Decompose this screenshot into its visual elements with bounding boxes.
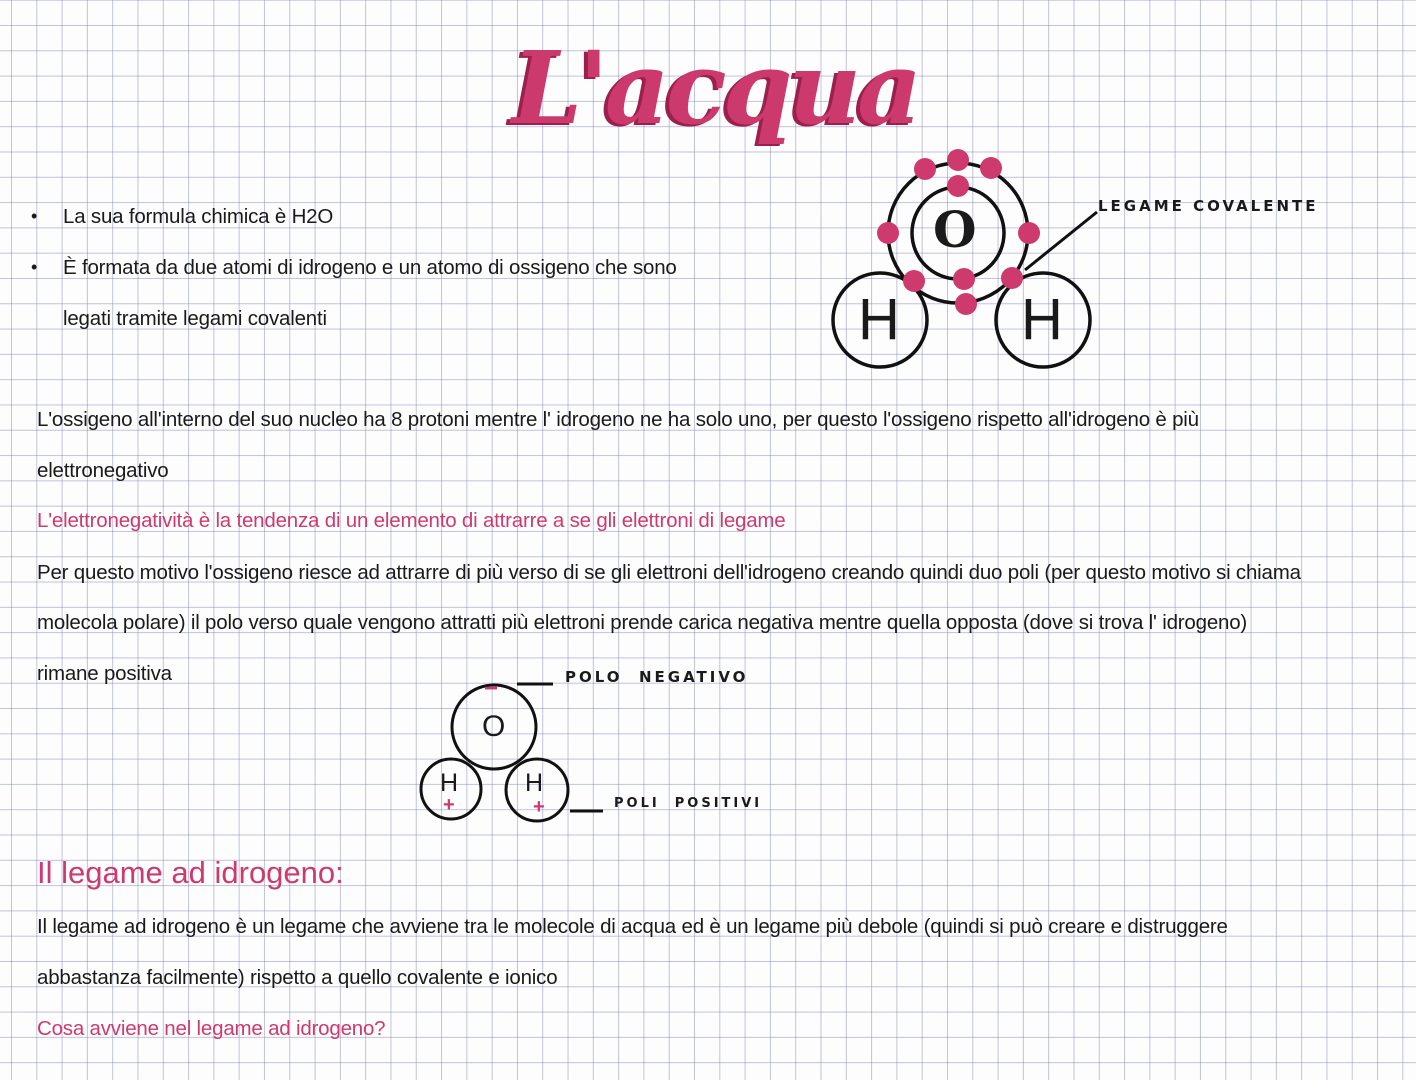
negative-charge-sign: −	[484, 675, 499, 702]
electron	[877, 222, 899, 244]
paragraph-line: Il legame ad idrogeno è un legame che avviene tra le molecole di acqua ed è un legame più debole (quindi si può creare e distruggere	[37, 915, 1228, 938]
paragraph-line: molecola polare) il polo verso quale vengono attratti più elettroni prende carica negativa mentre quella opposta (dove si trova l' idrogeno)	[37, 611, 1248, 634]
paragraph-line: Per questo motivo l'ossigeno riesce ad attrarre di più verso di se gli elettroni dell'idrogeno creando quindi duo poli (per questo motivo si chiama	[37, 561, 1301, 584]
paragraph-line: rimane positiva	[37, 662, 172, 685]
hydrogen-symbol-small-right: H	[525, 769, 544, 797]
section-heading: Il legame ad idrogeno:	[37, 855, 344, 890]
bullet-text: legati tramite legami covalenti	[63, 307, 327, 330]
electron	[953, 268, 975, 290]
paragraph-line: L'ossigeno all'interno del suo nucleo ha 8 protoni mentre l' idrogeno ne ha solo uno, per questo l'ossigeno rispetto all'idrogeno è più	[37, 408, 1199, 431]
covalent-bond-label: LEGAME COVALENTE	[1098, 197, 1319, 215]
electron	[947, 175, 969, 197]
bullet-dot: •	[31, 206, 38, 226]
paragraph-line: elettronegativo	[37, 459, 169, 482]
positive-poles-label: POLI POSITIVI	[614, 796, 763, 811]
hydrogen-symbol-small-left: H	[440, 769, 459, 797]
paragraph-line: abbastanza facilmente) rispetto a quello covalente e ionico	[37, 966, 558, 989]
electron	[947, 149, 969, 171]
electron	[914, 158, 936, 180]
bullet-text: La sua formula chimica è H2O	[63, 205, 334, 228]
oxygen-symbol-small: O	[482, 710, 506, 743]
positive-charge-sign: +	[533, 796, 545, 818]
definition-line: L'elettronegatività è la tendenza di un elemento di attrarre a se gli elettroni di legame	[37, 509, 786, 532]
hydrogen-symbol-left: H	[858, 287, 900, 352]
oxygen-symbol: O	[933, 200, 977, 259]
electron	[903, 270, 925, 292]
bullet-dot: •	[31, 257, 38, 277]
electron	[1001, 267, 1023, 289]
question-line: Cosa avviene nel legame ad idrogeno?	[37, 1017, 386, 1040]
electron	[1018, 222, 1040, 244]
positive-charge-sign: +	[443, 794, 455, 816]
page-title: L'acqua	[512, 29, 919, 147]
hydrogen-symbol-right: H	[1021, 287, 1063, 352]
electron	[980, 157, 1002, 179]
negative-pole-label: POLO NEGATIVO	[565, 668, 749, 686]
bullet-text: È formata da due atomi di idrogeno e un atomo di ossigeno che sono	[63, 256, 677, 279]
electron	[955, 293, 977, 315]
